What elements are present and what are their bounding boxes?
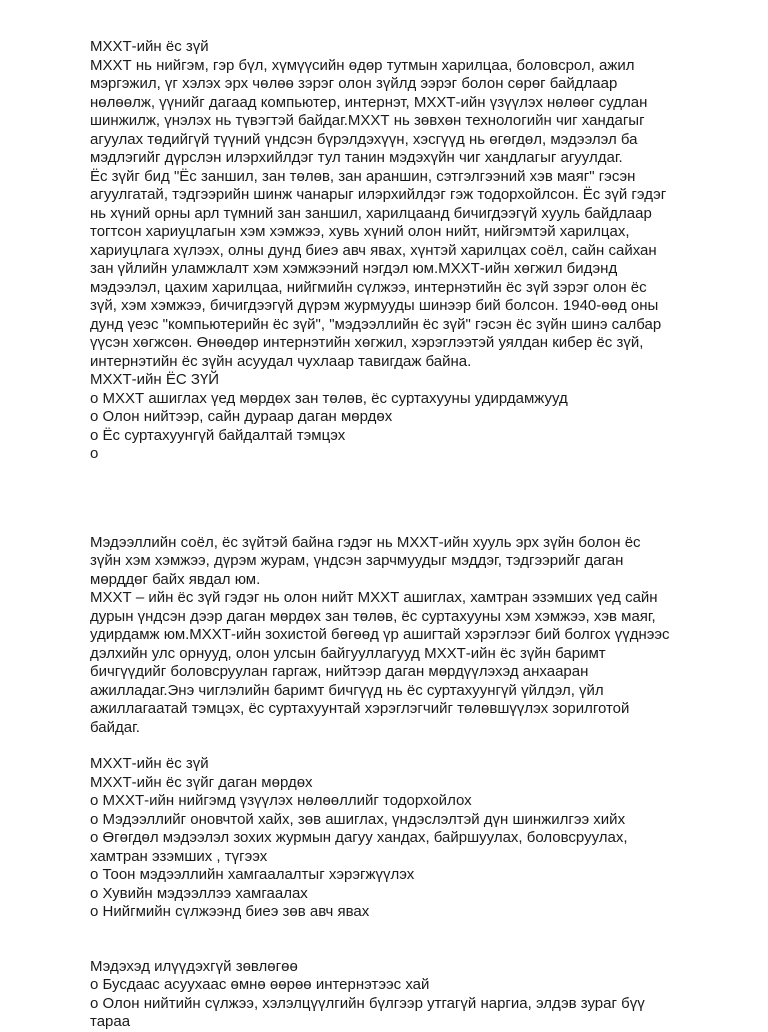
list-item: o xyxy=(90,445,99,462)
list-item: o Хувийн мэдээллээ хамгаалах xyxy=(90,884,308,902)
text-line: зүй, хэм хэмжээ, бичигдээгүй дүрэм журмууды шинээр бий болсон. 1940-өөд оны xyxy=(90,297,659,314)
text-line: хамтран эзэмших , түгээх xyxy=(90,847,268,865)
section-ethics-guidelines xyxy=(90,755,740,922)
text-line: дэлхийн улс орнууд, олон улсын байгууллагууд МХХТ-ийн ёс зүйн баримт xyxy=(90,644,606,662)
text-line: интернэтийн ёс зүйн асуудал чухлаар тавигдаж байна. xyxy=(90,352,472,370)
text-line: мэдлэгийг дүрслэн илэрхийлдэг тул танин мэдэхүйн чиг хандлагыг агуулдаг. xyxy=(90,149,623,166)
text-line: ажилладаг.Энэ чиглэлийн баримт бичгүүд нь ёс суртахуунгүй үйлдэл, үйл xyxy=(90,681,604,699)
document-page xyxy=(90,38,740,1032)
text-line: дурын үндсэн дээр даган мөрдөх зан төлөв, ёс суртахууны хэм хэмжээ, хэв маяг, xyxy=(90,607,656,625)
list-item: o Бусдаас асуухаас өмнө өөрөө интернэтээс хай xyxy=(90,976,430,993)
text-line: Мэдээллийн соёл, ёс зүйтэй байна гэдэг нь МХХТ-ийн хууль эрх зүйн болон ёс xyxy=(90,533,641,551)
text-line: мэргэжил, үг хэлэх эрх чөлөө зэрэг олон зүйлд ээрэг болон сөрөг байдлаар xyxy=(90,75,618,92)
text-line: тогтсон хариуцлагын хэм хэмжээ, хувь хүний олон нийт, нийгэмтэй харилцах, xyxy=(90,223,630,240)
section-ethics-intro xyxy=(90,38,740,464)
text-line: агуулах төдийгүй түүний үндсэн бүрэлдэхүүн, хэсгүүд нь өгөгдөл, мэдээлэл ба xyxy=(90,130,638,148)
text-line: удирдамж юм.МХХТ-ийн зохистой бөгөөд үр ашигтай хэрэглээг бий болгох үүднээс xyxy=(90,626,670,643)
text-line: МХХТ-ийн ёс зүй xyxy=(90,38,209,55)
text-line: тараа xyxy=(90,1013,131,1030)
list-item: o Олон нийтээр, сайн дураар даган мөрдөх xyxy=(90,408,393,425)
text-line: Ёс зүйг бид "Ёс заншил, зан төлөв, зан араншин, сэтгэлгээний хэв маяг" гэсэн xyxy=(90,167,636,185)
list-item: o МХХТ ашиглах үед мөрдөх зан төлөв, ёс суртахууны удирдамжууд xyxy=(90,389,568,407)
text-line: зан үйлийн уламжлалт хэм хэмжээний нэгдэл юм.МХХТ-ийн хөгжил бидэнд xyxy=(90,260,618,277)
text-line: мөрддөг байх явдал юм. xyxy=(90,570,261,588)
section-advice xyxy=(90,958,740,1032)
list-item: o Мэдээллийг оновчтой хайх, зөв ашиглах, үндэслэлтэй дүн шинжилгээ хийх xyxy=(90,810,626,828)
text-line: зүйн хэм хэмжээ, дүрэм журам, үндсэн зарчмуудыг мэддэг, тэдгээрийг даган xyxy=(90,552,624,569)
list-item: o Нийгмийн сүлжээнд биеэ зөв авч явах xyxy=(90,903,370,920)
text-line: нөлөөлж, үүнийг дагаад компьютер, интернэт, МХХТ-ийн үзүүлэх нөлөөг судлан xyxy=(90,93,648,111)
list-item: o Тоон мэдээллийн хамгаалалтыг хэрэгжүүлэх xyxy=(90,866,415,883)
text-line: дунд үеэс "компьютерийн ёс зүй", "мэдээллийн ёс зүй" гэсэн ёс зүйн шинэ салбар xyxy=(90,315,662,333)
text-line: нь хүний орны арл түмний зан заншил, харилцаанд бичигдээгүй хууль байдлаар xyxy=(90,204,652,222)
list-item: o МХХТ-ийн нийгэмд үзүүлэх нөлөөллийг тодорхойлох xyxy=(90,792,472,809)
text-line: МХХТ-ийн ёс зүйг даган мөрдөх xyxy=(90,773,313,791)
text-line: Мэдэхэд илүүдэхгүй зөвлөгөө xyxy=(90,957,298,975)
text-line: байдаг. xyxy=(90,718,140,736)
text-line: шинжилж, үнэлэх нь түвэгтэй байдаг.МХХТ нь зөвхөн технологийн чиг хандагыг xyxy=(90,112,645,129)
list-item: o Өгөгдөл мэдээлэл зохих журмын дагуу хандах, байршуулах, боловсруулах, xyxy=(90,829,628,846)
text-line: бичгүүдийг боловсруулан гаргаж, нийтээр даган мөрдүүлэхэд анхааран xyxy=(90,663,589,680)
text-line: МХХТ-ийн ёс зүй xyxy=(90,755,209,772)
text-line: МХХТ – ийн ёс зүй гэдэг нь олон нийт МХХТ ашиглах, хамтран эзэмших үед сайн xyxy=(90,589,658,606)
text-line: МХХТ нь нийгэм, гэр бүл, хүмүүсийн өдөр тутмын харилцаа, боловсрол, ажил xyxy=(90,56,635,74)
paragraph-gap xyxy=(90,922,740,958)
text-line: мэдээлэл, цахим харилцаа, нийгмийн сүлжээ, интернэтийн ёс зүй зэрэг олон ёс xyxy=(90,278,647,296)
list-item: o Ёс суртахуунгүй байдалтай тэмцэх xyxy=(90,426,346,444)
paragraph-gap xyxy=(90,464,740,534)
paragraph-gap xyxy=(90,737,740,755)
text-line: агуулгатай, тэдгээрийн шинж чанарыг илэрхийлдэг гэж тодорхойлсон. Ёс зүй гэдэг xyxy=(90,186,667,203)
text-line: ажиллагаатай тэмцэх, ёс суртахуунтай хэрэглэгчийг төлөвшүүлэх зорилготой xyxy=(90,700,630,717)
text-line: үүсэн хөгжсөн. Өнөөдөр интернэтийн хөгжил, хэрэглээтэй уялдан кибер ёс зүй, xyxy=(90,334,644,351)
list-item: o Олон нийтийн сүлжээ, хэлэлцүүлгийн бүлгээр утгагүй наргиа, элдэв зураг бүү xyxy=(90,994,645,1012)
text-line: хариуцлага хүлээх, олны дунд биеэ авч явах, хүнтэй харилцах соёл, сайн сайхан xyxy=(90,241,657,259)
section-information-culture xyxy=(90,534,740,738)
text-line: МХХТ-ийн ЁС ЗҮЙ xyxy=(90,371,220,388)
